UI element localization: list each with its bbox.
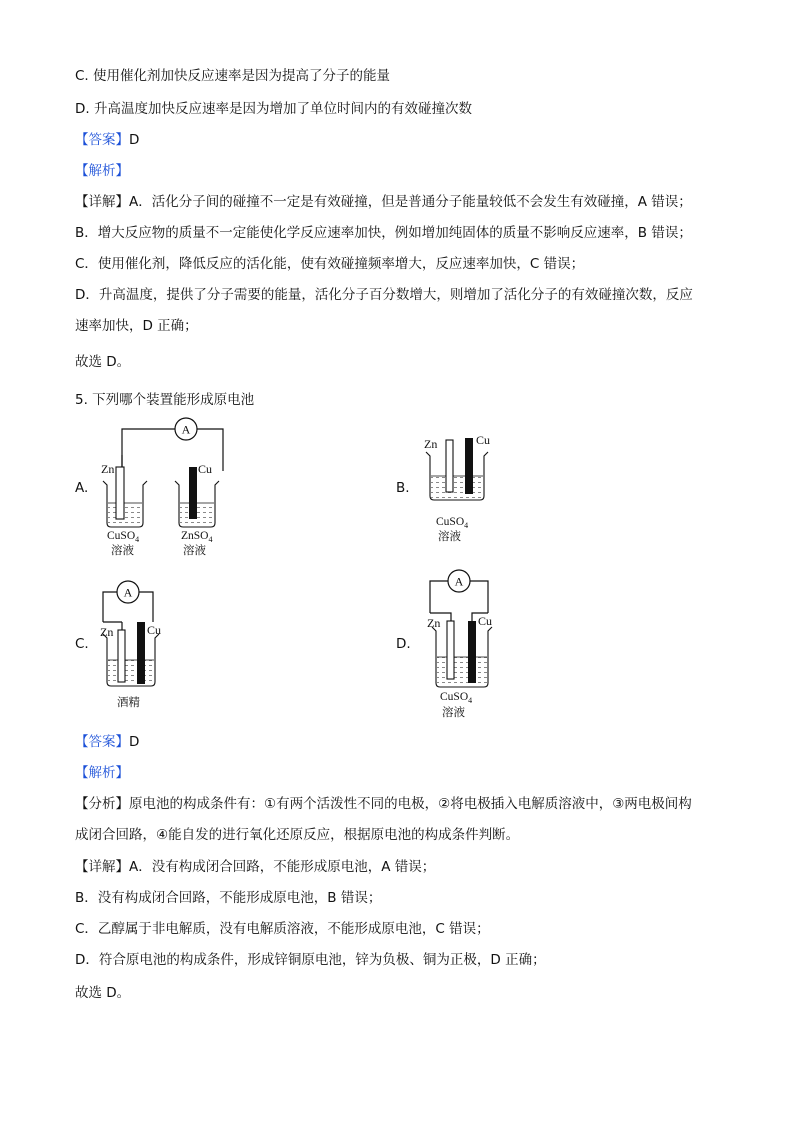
q4-detail-a: 【详解】A．活化分子间的碰撞不一定是有效碰撞，但是普通分子能量较低不会发生有效碰撞，A 错误； bbox=[75, 194, 692, 210]
q5-analysis-tag: 【解析】 bbox=[75, 765, 129, 781]
figure-b-label: B. bbox=[396, 480, 410, 496]
answer-value: D bbox=[129, 734, 140, 750]
cu-label: Cu bbox=[478, 614, 493, 628]
zinc-electrode bbox=[118, 630, 125, 682]
svg-text:CuSO4 bbox=[440, 691, 472, 705]
q4-detail-d2: 速率加快，D 正确； bbox=[75, 318, 198, 334]
ammeter-label: A bbox=[454, 574, 464, 589]
zinc-electrode bbox=[447, 621, 454, 679]
copper-electrode bbox=[137, 622, 145, 684]
q4-answer-line bbox=[75, 130, 139, 150]
answer-tag: 【答案】 bbox=[75, 734, 129, 750]
q4-detail-d1: D．升高温度，提供了分子需要的能量，活化分子百分数增大，则增加了活化分子的有效碰撞次数，反应 bbox=[75, 287, 693, 303]
zn-label: Zn bbox=[100, 625, 114, 639]
left-solution-word: 溶液 bbox=[111, 545, 134, 557]
figure-c-label: C. bbox=[75, 636, 89, 652]
q4-detail-c: C．使用催化剂，降低反应的活化能，使有效碰撞频率增大，反应速率加快，C 错误； bbox=[75, 256, 585, 272]
q5-title: 5. 下列哪个装置能形成原电池 bbox=[75, 392, 255, 408]
q5-analysis-line1: 【分析】原电池的构成条件有：①有两个活泼性不同的电极，②将电极插入电解质溶液中，③两电极间构 bbox=[75, 796, 692, 812]
figure-d-diagram bbox=[418, 565, 518, 725]
cu-label: Cu bbox=[476, 433, 491, 447]
svg-text:CuSO4 bbox=[436, 516, 468, 530]
cu-label: Cu bbox=[198, 462, 213, 476]
q5-detail-b: B．没有构成闭合回路，不能形成原电池，B 错误； bbox=[75, 890, 382, 906]
q4-detail-b: B．增大反应物的质量不一定能使化学反应速率加快，例如增加纯固体的质量不影响反应速率，B 错误； bbox=[75, 225, 692, 241]
solution-formula: CuSO bbox=[436, 516, 465, 528]
right-solution-formula: ZnSO bbox=[181, 530, 209, 542]
solution-word: 溶液 bbox=[442, 707, 465, 719]
zinc-electrode bbox=[116, 467, 124, 519]
q5-detail-c: C．乙醇属于非电解质，没有电解质溶液，不能形成原电池，C 错误； bbox=[75, 921, 490, 937]
q5-answer-line bbox=[75, 732, 139, 752]
figure-d-label: D. bbox=[396, 636, 411, 652]
q5-detail-a: 【详解】A．没有构成闭合回路，不能形成原电池，A 错误； bbox=[75, 859, 436, 875]
q5-analysis-line2: 成闭合回路，④能自发的进行氧化还原反应，根据原电池的构成条件判断。 bbox=[75, 827, 520, 843]
right-solution-word: 溶液 bbox=[183, 545, 206, 557]
left-solution-subscript: 4 bbox=[135, 535, 140, 544]
solution-word: 酒精 bbox=[117, 697, 140, 709]
svg-text:ZnSO4 bbox=[181, 530, 212, 544]
q5-detail-d: D．符合原电池的构成条件，形成锌铜原电池，锌为负极、铜为正极，D 正确； bbox=[75, 952, 546, 968]
left-solution-formula: CuSO bbox=[107, 530, 136, 542]
figure-a-label: A. bbox=[75, 480, 89, 496]
q4-analysis-tag: 【解析】 bbox=[75, 163, 129, 179]
copper-electrode bbox=[189, 467, 197, 519]
figure-b-diagram bbox=[418, 430, 508, 555]
q4-option-c: C. 使用催化剂加快反应速率是因为提高了分子的能量 bbox=[75, 68, 391, 84]
solution-subscript: 4 bbox=[468, 696, 473, 705]
q4-conclusion: 故选 D。 bbox=[75, 354, 131, 370]
zn-label: Zn bbox=[424, 437, 438, 451]
solution-formula: CuSO bbox=[440, 691, 469, 703]
q4-option-d: D. 升高温度加快反应速率是因为增加了单位时间内的有效碰撞次数 bbox=[75, 101, 472, 117]
zn-label: Zn bbox=[101, 462, 115, 476]
ammeter-label: A bbox=[123, 585, 133, 600]
svg-text:CuSO4 bbox=[107, 530, 139, 544]
q5-conclusion: 故选 D。 bbox=[75, 985, 131, 1001]
right-solution-subscript: 4 bbox=[208, 535, 213, 544]
ammeter-label: A bbox=[181, 422, 191, 437]
solution-word: 溶液 bbox=[438, 531, 461, 543]
figure-c-diagram bbox=[95, 578, 175, 713]
copper-electrode bbox=[465, 438, 473, 494]
figure-a-diagram bbox=[95, 415, 235, 565]
solution-subscript: 4 bbox=[464, 521, 469, 530]
answer-tag: 【答案】 bbox=[75, 132, 129, 148]
copper-electrode bbox=[468, 621, 476, 683]
zn-label: Zn bbox=[427, 616, 441, 630]
zinc-electrode bbox=[446, 440, 453, 492]
cu-label: Cu bbox=[147, 623, 162, 637]
answer-value: D bbox=[129, 132, 140, 148]
